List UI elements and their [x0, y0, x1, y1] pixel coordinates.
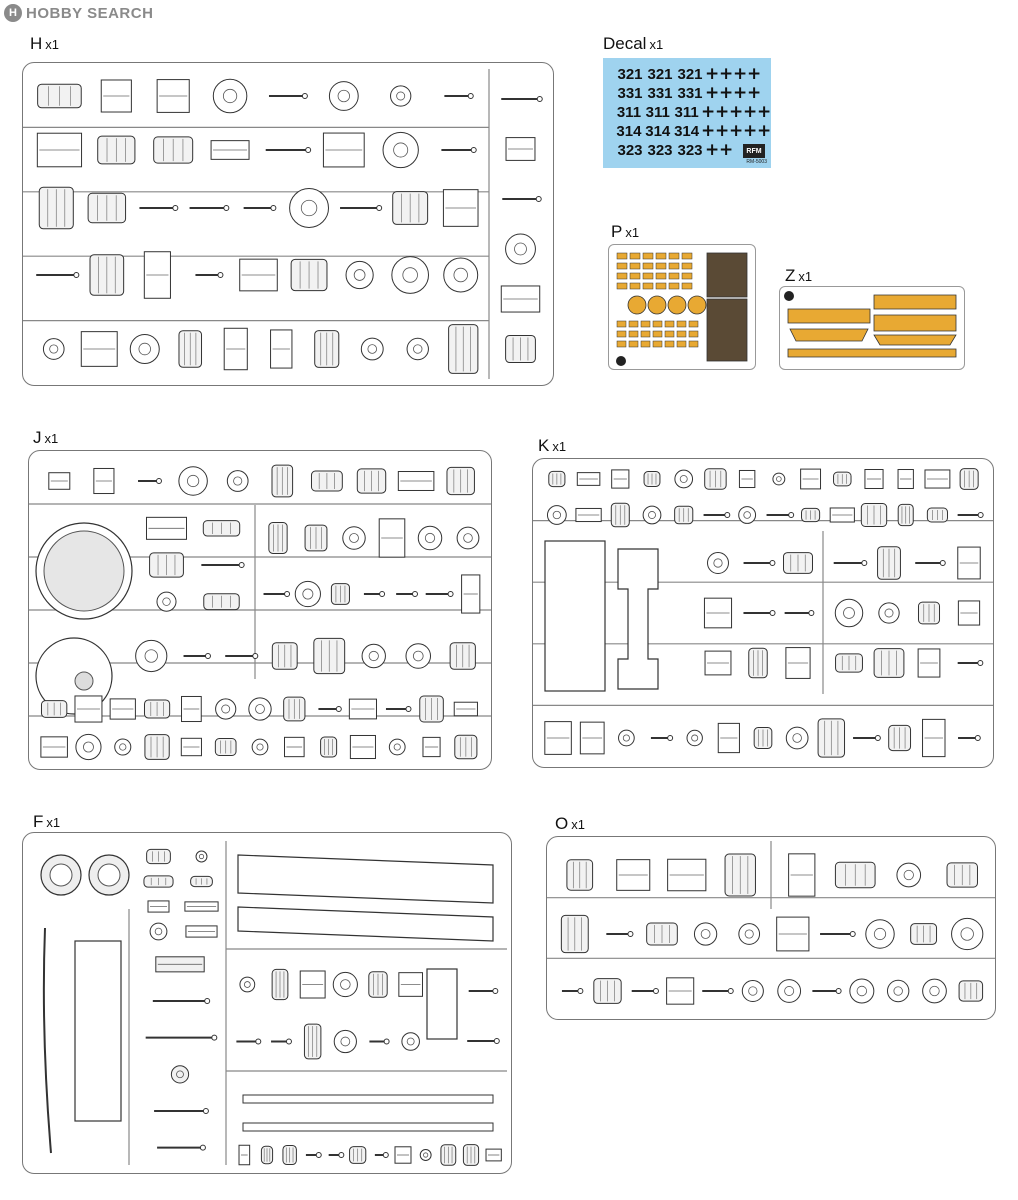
part-detail: [653, 989, 658, 994]
part-detail: [256, 1039, 261, 1044]
pe-strip-part: [788, 349, 956, 357]
part-detail: [728, 989, 733, 994]
part-detail: [377, 206, 382, 211]
part-shape: [389, 739, 405, 755]
pe-strip-part: [874, 335, 956, 345]
decal-sheet: [603, 58, 771, 168]
part-shape: [619, 730, 635, 746]
part-shape: [362, 644, 385, 667]
tow-cable-part: [44, 928, 51, 1153]
part-shape: [457, 527, 479, 549]
balkenkreuz-icon: +: [715, 121, 730, 141]
sprue-k-parts: [533, 459, 993, 767]
part-detail: [789, 513, 794, 518]
track-link-bar-part: [243, 1095, 493, 1103]
part-shape: [329, 82, 358, 111]
pe-small-part: [617, 283, 627, 289]
sprue-f-parts: [23, 833, 511, 1173]
part-detail: [306, 148, 311, 153]
part-detail: [875, 736, 880, 741]
pe-strip-part: [790, 329, 868, 341]
sprue-label-h: H x1: [30, 34, 60, 53]
pe-label-z: Z x1: [785, 266, 813, 285]
part-detail: [271, 206, 276, 211]
decal-row: [603, 121, 771, 141]
sprue-label-o: O x1: [555, 814, 585, 833]
part-shape: [778, 980, 801, 1003]
fender-part: [238, 907, 493, 941]
pe-mesh-part: [707, 253, 747, 297]
pe-strip-part: [874, 295, 956, 309]
part-detail: [494, 1039, 499, 1044]
part-detail: [203, 1109, 208, 1114]
track-link-bar-part: [243, 1123, 493, 1131]
balkenkreuz-icon: +: [701, 121, 716, 141]
pe-small-part: [656, 273, 666, 279]
part-detail: [212, 1035, 217, 1040]
part-shape: [866, 920, 894, 948]
part-shape: [773, 473, 785, 485]
part-detail: [200, 1145, 205, 1150]
part-detail: [156, 479, 161, 484]
part-shape: [897, 863, 921, 887]
pe-small-part: [677, 341, 686, 347]
pe-disc-part: [648, 296, 666, 314]
header: [0, 0, 1018, 28]
decal-number: 331: [617, 84, 643, 102]
part-shape: [547, 506, 566, 525]
part-shape: [407, 338, 428, 359]
part-shape: [392, 257, 429, 294]
decal-row: [603, 83, 771, 103]
part-shape: [76, 734, 101, 759]
decal-number: 311: [674, 103, 699, 121]
pe-small-part: [617, 273, 627, 279]
part-shape: [444, 258, 478, 292]
part-detail: [316, 1153, 321, 1158]
part-detail: [74, 273, 79, 278]
part-detail: [809, 611, 814, 616]
part-shape: [952, 918, 983, 949]
part-shape: [216, 699, 236, 719]
part-detail: [384, 1039, 389, 1044]
part-shape: [150, 923, 167, 940]
part-detail: [978, 513, 983, 518]
pe-small-part: [653, 341, 662, 347]
decal-number: 321: [617, 65, 643, 83]
sprue-j: [28, 450, 492, 770]
pe-small-part: [630, 273, 640, 279]
part-detail: [336, 707, 341, 712]
part-detail: [725, 513, 730, 518]
pe-small-part: [643, 283, 653, 289]
hull-plate-part: [545, 541, 605, 691]
pe-small-part: [630, 253, 640, 259]
pe-small-part: [630, 263, 640, 269]
decal-row: [603, 102, 771, 122]
sprue-h: [22, 62, 554, 386]
pe-small-part: [641, 331, 650, 337]
photo-etch-p: [608, 244, 756, 370]
part-shape: [675, 470, 693, 488]
part-shape: [887, 980, 908, 1001]
pe-small-part: [653, 321, 662, 327]
hobby-search-logo[interactable]: [4, 4, 153, 22]
part-shape: [739, 924, 760, 945]
part-shape: [402, 1033, 420, 1051]
part-shape: [295, 581, 320, 606]
part-detail: [628, 932, 633, 937]
pe-small-part: [682, 253, 692, 259]
part-shape: [171, 1066, 188, 1083]
part-shape: [346, 261, 373, 288]
part-shape: [406, 644, 431, 669]
part-detail: [862, 561, 867, 566]
pe-small-part: [669, 263, 679, 269]
part-shape: [391, 86, 411, 106]
part-shape: [43, 339, 64, 360]
decal-number: 323: [617, 141, 643, 159]
balkenkreuz-icon: +: [757, 121, 772, 141]
pe-small-part: [677, 321, 686, 327]
part-detail: [471, 148, 476, 153]
decal-number: 311: [616, 103, 642, 121]
part-detail: [412, 592, 417, 597]
part-detail: [975, 736, 980, 741]
photo-etch-z: [779, 286, 965, 370]
pe-label-p: P x1: [611, 222, 640, 241]
part-shape: [923, 979, 947, 1003]
part-shape: [227, 471, 248, 492]
part-shape: [130, 334, 159, 363]
sprue-label-k: K x1: [538, 436, 567, 455]
pe-small-part: [665, 321, 674, 327]
part-detail: [406, 707, 411, 712]
pe-small-part: [643, 263, 653, 269]
fender-part: [238, 855, 493, 903]
decal-number: 321: [647, 65, 673, 83]
pe-small-part: [617, 263, 627, 269]
part-shape: [742, 980, 763, 1001]
decal-number: 314: [645, 122, 671, 140]
pe-small-part: [643, 253, 653, 259]
balkenkreuz-icon: +: [719, 140, 734, 160]
part-shape: [290, 189, 329, 228]
part-detail: [770, 561, 775, 566]
pe-strip-part: [788, 309, 870, 323]
part-shape: [694, 923, 716, 945]
part-shape: [334, 1030, 356, 1052]
part-shape: [708, 553, 729, 574]
decal-code: RM-5003: [746, 159, 767, 165]
part-shape: [418, 526, 442, 550]
pe-small-part: [682, 283, 692, 289]
part-detail: [218, 273, 223, 278]
part-detail: [770, 611, 775, 616]
part-shape: [249, 698, 271, 720]
balkenkreuz-icon: +: [719, 64, 734, 84]
part-detail: [578, 989, 583, 994]
decal-number: 331: [677, 84, 703, 102]
part-shape: [179, 467, 207, 495]
part-detail: [98, 864, 120, 886]
part-detail: [205, 654, 210, 659]
balkenkreuz-icon: +: [733, 64, 748, 84]
decal-number: 311: [645, 103, 670, 121]
pe-small-part: [689, 341, 698, 347]
photo-etch-z-parts: [780, 287, 964, 369]
part-shape: [252, 739, 268, 755]
part-detail: [302, 94, 307, 99]
photo-etch-p-parts: [609, 245, 755, 369]
part-detail: [448, 592, 453, 597]
sprue-j-parts: [29, 451, 491, 769]
part-shape: [850, 979, 874, 1003]
part-detail: [75, 672, 93, 690]
balkenkreuz-icon: +: [701, 102, 716, 122]
sprue-o: [546, 836, 996, 1020]
part-detail: [44, 531, 124, 611]
part-shape: [343, 527, 365, 549]
part-detail: [468, 94, 473, 99]
decal-label: Decal x1: [603, 34, 664, 53]
pe-small-part: [665, 331, 674, 337]
balkenkreuz-icon: +: [757, 102, 772, 122]
decal-number: 314: [616, 122, 642, 140]
frame-part: [618, 549, 658, 689]
pe-disc-part: [688, 296, 706, 314]
decal-number: 331: [647, 84, 673, 102]
decal-number: 323: [677, 141, 703, 159]
part-shape: [333, 972, 357, 996]
pe-small-part: [629, 321, 638, 327]
part-shape: [506, 234, 536, 264]
part-shape: [420, 1150, 431, 1161]
part-detail: [224, 206, 229, 211]
pe-small-part: [629, 341, 638, 347]
pe-small-part: [643, 273, 653, 279]
pe-small-part: [669, 283, 679, 289]
pe-small-part: [617, 341, 626, 347]
balkenkreuz-icon: +: [705, 64, 720, 84]
pe-small-part: [682, 263, 692, 269]
part-shape: [361, 338, 383, 360]
pe-small-part: [656, 283, 666, 289]
part-detail: [668, 736, 673, 741]
pe-small-part: [656, 263, 666, 269]
part-detail: [940, 561, 945, 566]
part-shape: [115, 739, 131, 755]
pe-small-part: [629, 331, 638, 337]
pe-small-part: [669, 253, 679, 259]
pe-small-part: [656, 253, 666, 259]
part-shape: [687, 730, 702, 745]
part-detail: [537, 97, 542, 102]
balkenkreuz-icon: +: [747, 83, 762, 103]
decal-number: 314: [674, 122, 700, 140]
part-detail: [286, 1039, 291, 1044]
pe-small-part: [617, 331, 626, 337]
part-detail: [836, 989, 841, 994]
part-shape: [157, 592, 176, 611]
balkenkreuz-icon: +: [729, 121, 744, 141]
balkenkreuz-icon: +: [719, 83, 734, 103]
part-shape: [240, 977, 255, 992]
rfm-brand-mark: RFM: [743, 144, 765, 158]
pe-small-part: [641, 341, 650, 347]
pe-fret-mark: [616, 356, 626, 366]
part-detail: [253, 654, 258, 659]
part-shape: [196, 851, 207, 862]
decal-number: 321: [677, 65, 703, 83]
hull-plate-part: [75, 941, 121, 1121]
sprue-label-j: J x1: [33, 428, 59, 447]
part-detail: [536, 197, 541, 202]
part-shape: [786, 727, 808, 749]
pe-strip-part: [874, 315, 956, 331]
decal-row: [603, 64, 771, 84]
part-detail: [205, 999, 210, 1004]
balkenkreuz-icon: +: [743, 102, 758, 122]
balkenkreuz-icon: +: [705, 83, 720, 103]
part-shape: [879, 603, 899, 623]
balkenkreuz-icon: +: [747, 64, 762, 84]
logo-text: HOBBY SEARCH: [26, 4, 154, 22]
pe-disc-part: [668, 296, 686, 314]
pe-small-part: [682, 273, 692, 279]
part-detail: [383, 1153, 388, 1158]
part-shape: [383, 132, 418, 167]
pe-small-part: [617, 253, 627, 259]
sprue-label-f: F x1: [33, 812, 61, 831]
balkenkreuz-icon: +: [705, 140, 720, 160]
decal-number: 323: [647, 141, 673, 159]
sprue-k: [532, 458, 994, 768]
part-detail: [50, 864, 72, 886]
pe-small-part: [689, 331, 698, 337]
pe-fret-mark: [784, 291, 794, 301]
balkenkreuz-icon: +: [715, 102, 730, 122]
pe-mesh-part: [707, 299, 747, 361]
pe-small-part: [630, 283, 640, 289]
sprue-o-parts: [547, 837, 995, 1019]
part-detail: [339, 1153, 344, 1158]
part-shape: [739, 507, 756, 524]
pe-small-part: [653, 331, 662, 337]
pe-small-part: [669, 273, 679, 279]
part-shape: [835, 599, 862, 626]
part-detail: [239, 563, 244, 568]
balkenkreuz-icon: +: [733, 83, 748, 103]
pe-small-part: [665, 341, 674, 347]
sprue-h-parts: [23, 63, 553, 385]
pe-disc-part: [628, 296, 646, 314]
logo-mark-icon: H: [4, 4, 22, 22]
pe-small-part: [689, 321, 698, 327]
part-shape: [213, 79, 247, 113]
balkenkreuz-icon: +: [743, 121, 758, 141]
part-shape: [136, 640, 167, 671]
part-detail: [173, 206, 178, 211]
pe-small-part: [641, 321, 650, 327]
part-detail: [493, 989, 498, 994]
sprue-f: [22, 832, 512, 1174]
part-detail: [285, 592, 290, 597]
part-shape: [427, 969, 457, 1039]
pe-small-part: [617, 321, 626, 327]
part-detail: [850, 932, 855, 937]
pe-small-part: [677, 331, 686, 337]
balkenkreuz-icon: +: [729, 102, 744, 122]
part-shape: [643, 506, 661, 524]
part-detail: [380, 592, 385, 597]
part-detail: [978, 661, 983, 666]
